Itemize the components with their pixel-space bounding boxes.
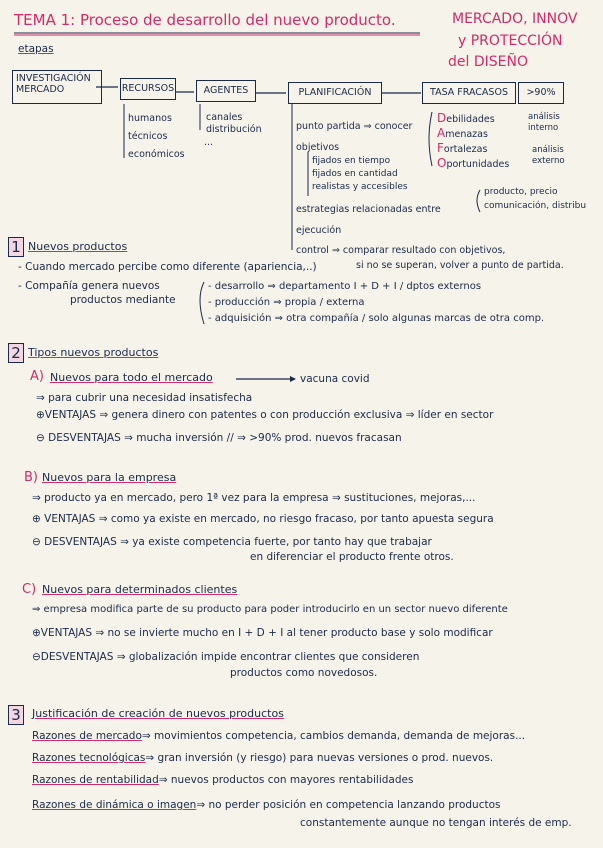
type-c-title: Nuevos para determinados clientes: [42, 583, 238, 596]
stage-planificacion: PLANIFICACIÓN: [288, 82, 382, 104]
recurso-tecnicos: técnicos: [128, 131, 168, 142]
type-b-line1: ⇒ producto ya en mercado, pero 1ª vez para la empresa ⇒ sustituciones, mejoras,...: [32, 492, 476, 504]
type-a-ventajas-text: ⇒ genera dinero con patentes o con producción exclusiva ⇒ líder en sector: [99, 409, 494, 421]
type-b-ventajas-label: ⊕ VENTAJAS: [32, 513, 96, 525]
type-c-ventajas-text: ⇒ no se invierte mucho en I + D + I al tener producto base y solo modificar: [95, 627, 493, 639]
type-c-desventajas-text2: productos como novedosos.: [230, 667, 378, 679]
type-a-desventajas-label: ⊖ DESVENTAJAS: [36, 432, 121, 444]
type-c-desventajas-text: ⇒ globalización impide encontrar clientes que consideren: [116, 651, 420, 663]
estrategias-item-2: comunicación, distribu: [484, 201, 587, 211]
reason-4: Razones de dinámica o imagen⇒ no perder posición en competencia lanzando productos: [32, 799, 501, 811]
obj-item-2: fijados en cantidad: [312, 169, 398, 179]
etapas-label: etapas: [18, 43, 54, 55]
plan-control: control ⇒ comparar resultado con objetivos,: [296, 245, 506, 256]
estrategias-item-1: producto, precio: [484, 187, 558, 197]
stage-percent: >90%: [518, 82, 564, 104]
section-1-item-2: - producción ⇒ propia / externa: [208, 297, 365, 308]
reason-1: Razones de mercado⇒ movimientos competencia, cambios demanda, demanda de mejoras...: [32, 730, 526, 742]
section-1-item-1: - desarrollo ⇒ departamento I + D + I / dptos externos: [208, 281, 482, 292]
type-a-desventajas-text: ⇒ mucha inversión // ⇒ >90% prod. nuevos fracasan: [124, 432, 402, 444]
section-1-title: Nuevos productos: [28, 240, 128, 253]
reason-3: Razones de rentabilidad⇒ nuevos productos con mayores rentabilidades: [32, 774, 414, 786]
section-1-item-3: - adquisición ⇒ otra compañía / solo algunas marcas de otra comp.: [208, 313, 545, 324]
agente-more: ...: [204, 137, 214, 148]
section-1-line1: - Cuando mercado percibe como diferente (apariencia,..): [18, 261, 317, 273]
type-c-ventajas-label: ⊕VENTAJAS: [32, 627, 93, 639]
type-c-label: C): [22, 582, 37, 597]
stage-recursos: RECURSOS: [120, 78, 176, 100]
agente-canales: canales distribución: [206, 112, 262, 136]
recurso-humanos: humanos: [128, 113, 172, 124]
type-b-ventajas-text: ⇒ como ya existe en mercado, no riesgo fracaso, por tanto apuesta segura: [98, 513, 494, 525]
section-2-title: Tipos nuevos productos: [28, 346, 159, 359]
section-2-number: 2: [8, 343, 24, 363]
type-b-desventajas-label: ⊖ DESVENTAJAS: [32, 536, 117, 548]
type-a-ventajas-label: ⊕VENTAJAS: [36, 409, 97, 421]
reason-2: Razones tecnológicas⇒ gran inversión (y riesgo) para nuevas versiones o prod. nuevos.: [32, 752, 494, 764]
subject-title-line2: y PROTECCIÓN: [458, 33, 563, 49]
type-b-title: Nuevos para la empresa: [42, 471, 177, 484]
recurso-economicos: económicos: [128, 149, 185, 160]
dafo-fortalezas: Fortalezas: [437, 141, 488, 155]
dafo-interno: análisis interno: [528, 112, 560, 134]
dafo-amenazas: Amenazas: [437, 126, 488, 140]
plan-objetivos: objetivos: [296, 142, 340, 153]
type-b-desventajas-text2: en diferenciar el producto frente otros.: [250, 551, 454, 563]
dafo-debilidades: Debilidades: [437, 111, 495, 125]
type-b-label: B): [24, 470, 38, 485]
dafo-externo: análisis externo: [532, 145, 565, 167]
obj-item-1: fijados en tiempo: [312, 156, 391, 166]
type-a-title: Nuevos para todo el mercado: [50, 371, 213, 384]
plan-punto: punto partida ⇒ conocer: [296, 121, 413, 132]
section-3-number: 3: [8, 705, 24, 725]
reason-4-continuation: constantemente aunque no tengan interés de emp.: [300, 817, 572, 829]
subject-title-line3: del DISEÑO: [448, 54, 528, 70]
type-b-desventajas-text: ⇒ ya existe competencia fuerte, por tanto hay que trabajar: [120, 536, 432, 548]
stage-tasa-fracasos: TASA FRACASOS: [422, 82, 516, 104]
section-3-title: Justificación de creación de nuevos productos: [32, 707, 284, 720]
type-c-desventajas-label: ⊖DESVENTAJAS: [32, 651, 114, 663]
section-1-number: 1: [8, 237, 24, 257]
type-c-line1: ⇒ empresa modifica parte de su producto para poder introducirlo en un sector nuevo diferente: [32, 604, 508, 615]
type-a-line1: ⇒ para cubrir una necesidad insatisfecha: [36, 392, 253, 404]
section-1-line2a: - Compañía genera nuevos: [18, 280, 160, 292]
obj-item-3: realistas y accesibles: [312, 182, 408, 192]
dafo-oportunidades: Oportunidades: [437, 156, 510, 170]
type-a-example: vacuna covid: [300, 373, 370, 385]
type-a-label: A): [30, 369, 44, 384]
section-1-line2b: productos mediante: [70, 294, 176, 306]
plan-estrategias: estrategias relacionadas entre: [296, 204, 441, 215]
plan-control-2: si no se superan, volver a punto de partida.: [356, 260, 564, 271]
page-title: TEMA 1: Proceso de desarrollo del nuevo producto.: [14, 11, 396, 29]
stage-agentes: AGENTES: [196, 80, 256, 102]
subject-title-line1: MERCADO, INNOV: [452, 11, 578, 27]
plan-ejecucion: ejecución: [296, 225, 342, 236]
stage-investigacion: INVESTIGACIÓN MERCADO: [12, 70, 102, 104]
